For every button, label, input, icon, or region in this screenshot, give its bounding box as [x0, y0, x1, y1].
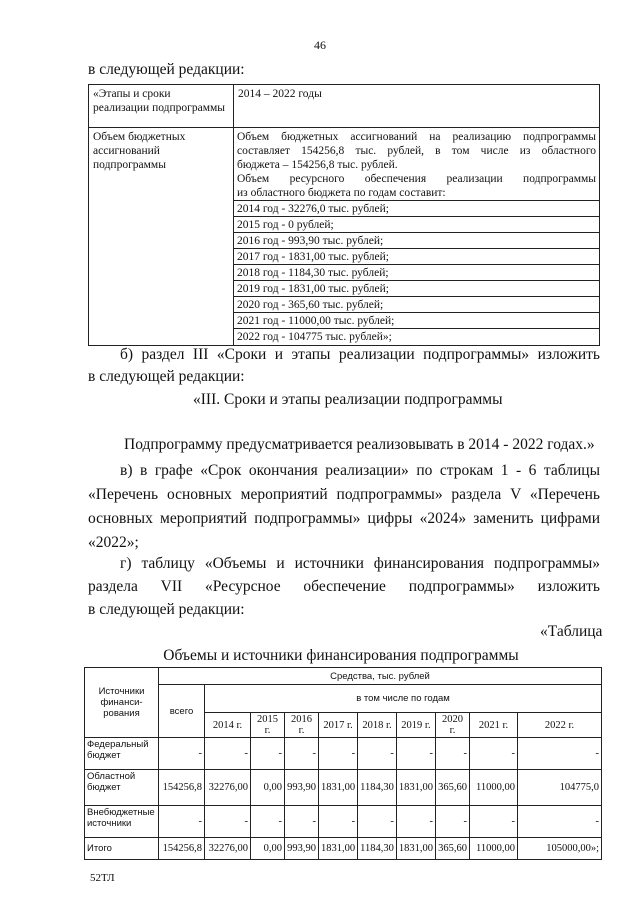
funding-label: Объем бюджетных ассигнований подпрограммы — [89, 128, 234, 346]
table-row — [85, 838, 602, 860]
funding-text-line: Объем бюджетных ассигнований на реализацию подпрограммы — [237, 131, 596, 143]
row-value: - — [518, 738, 602, 770]
table-row — [85, 770, 602, 806]
year-amount-line: 2015 год - 0 рублей; — [234, 216, 599, 232]
row-label: Областной бюджет — [85, 770, 159, 806]
row-value: 105000,00»; — [518, 838, 602, 860]
year-header: 2021 г. — [470, 713, 518, 738]
year-amount-line: 2022 год - 104775 тыс. рублей»; — [234, 328, 599, 344]
row-value: 365,60 — [436, 838, 470, 860]
row-value: 32276,00 — [205, 770, 251, 806]
row-label: Итого — [85, 838, 159, 860]
row-total: - — [159, 806, 205, 838]
stages-value: 2014 – 2022 годы — [234, 85, 600, 128]
header-total: всего — [159, 685, 205, 738]
year-amount-line: 2019 год - 1831,00 тыс. рублей; — [234, 280, 599, 296]
row-value: - — [285, 738, 319, 770]
row-value: - — [470, 738, 518, 770]
year-amount-line: 2020 год - 365,60 тыс. рублей; — [234, 296, 599, 312]
passport-table — [88, 84, 600, 346]
row-value: 365,60 — [436, 770, 470, 806]
row-value: 1831,00 — [319, 770, 358, 806]
resource-text-line: из областного бюджета по годам составит: — [237, 187, 446, 199]
row-value: 993,90 — [285, 770, 319, 806]
para-b-line1: б) раздел III «Сроки и этапы реализации подпрограммы» изложить — [120, 346, 600, 363]
row-value: 0,00 — [251, 838, 285, 860]
funding-text-line: бюджета – 154256,8 тыс. рублей. — [237, 159, 398, 171]
row-value: 1831,00 — [396, 770, 435, 806]
row-total: 154256,8 — [159, 770, 205, 806]
row-value: - — [319, 738, 358, 770]
row-total: 154256,8 — [159, 838, 205, 860]
row-value: - — [396, 806, 435, 838]
year-header: 2017 г. — [319, 713, 358, 738]
table-label: «Таблица — [540, 623, 603, 640]
row-value: - — [396, 738, 435, 770]
row-value: 993,90 — [285, 838, 319, 860]
section-body: Подпрограмму предусматривается реализовывать в 2014 - 2022 годах.» — [124, 436, 595, 453]
header-including: в том числе по годам — [205, 685, 602, 713]
row-value: - — [436, 806, 470, 838]
table-title: Объемы и источники финансирования подпрограммы — [163, 647, 519, 664]
row-value: - — [205, 806, 251, 838]
row-value: - — [319, 806, 358, 838]
year-amount-line: 2017 год - 1831,00 тыс. рублей; — [234, 248, 599, 264]
funding-lines — [237, 130, 596, 344]
para-b-line2: в следующей редакции: — [88, 368, 245, 385]
row-value: 1184,30 — [358, 770, 397, 806]
year-header: 2016 г. — [285, 713, 319, 738]
para-g-line2: раздела VII «Ресурсное обеспечение подпрограммы» изложить — [88, 578, 600, 595]
stages-label: «Этапы и сроки реализации подпрограммы — [89, 85, 234, 128]
table-row — [85, 806, 602, 838]
year-header: 2019 г. — [396, 713, 435, 738]
section-title: «III. Сроки и этапы реализации подпрограммы — [193, 391, 503, 408]
row-value: - — [470, 806, 518, 838]
row-value: - — [358, 738, 397, 770]
row-value: 104775,0 — [518, 770, 602, 806]
row-value: 1184,30 — [358, 838, 397, 860]
row-value: - — [436, 738, 470, 770]
para-g-line3: в следующей редакции: — [88, 601, 245, 618]
row-label: Федеральный бюджет — [85, 738, 159, 770]
year-header: 2022 г. — [518, 713, 602, 738]
year-header: 2014 г. — [205, 713, 251, 738]
row-value: 0,00 — [251, 770, 285, 806]
funding-value — [234, 128, 600, 346]
row-value: 11000,00 — [470, 838, 518, 860]
row-value: 1831,00 — [396, 838, 435, 860]
year-header: 2020 г. — [436, 713, 470, 738]
page-number: 46 — [314, 38, 326, 52]
year-amount-line: 2014 год - 32276,0 тыс. рублей; — [234, 200, 599, 216]
funding-table — [84, 667, 602, 860]
year-header: 2015 г. — [251, 713, 285, 738]
row-total: - — [159, 738, 205, 770]
header-source: Источники финанси-рования — [85, 668, 159, 738]
footer-code: 52ТЛ — [90, 872, 115, 884]
header-funds: Средства, тыс. рублей — [159, 668, 602, 685]
para-v-line2: «Перечень основных мероприятий подпрограммы» раздела V «Перечень — [88, 486, 600, 503]
para-g-line1: г) таблицу «Объемы и источники финансирования подпрограммы» — [120, 555, 600, 572]
row-value: 32276,00 — [205, 838, 251, 860]
para-v-line1: в) в графе «Срок окончания реализации» по строкам 1 - 6 таблицы — [120, 462, 600, 479]
funding-text-line: составляет 154256,8 тыс. рублей, в том числе из областного — [237, 145, 596, 157]
passport-row-funding — [89, 128, 600, 346]
row-value: - — [205, 738, 251, 770]
intro-line: в следующей редакции: — [88, 61, 245, 78]
row-value: - — [518, 806, 602, 838]
row-value: 1831,00 — [319, 838, 358, 860]
year-amount-line: 2018 год - 1184,30 тыс. рублей; — [234, 264, 599, 280]
row-value: - — [251, 738, 285, 770]
year-header: 2018 г. — [358, 713, 397, 738]
row-label: Внебюджетные источники — [85, 806, 159, 838]
year-amount-line: 2016 год - 993,90 тыс. рублей; — [234, 232, 599, 248]
funding-body — [85, 738, 602, 860]
row-value: - — [251, 806, 285, 838]
row-value: - — [358, 806, 397, 838]
passport-row-stages — [89, 85, 600, 128]
table-row — [85, 738, 602, 770]
para-v-line3: основных мероприятий подпрограммы» цифры «2024» заменить цифрами — [88, 510, 600, 527]
row-value: 11000,00 — [470, 770, 518, 806]
row-value: - — [285, 806, 319, 838]
resource-text-line: Объем ресурсного обеспечения реализации подпрограммы — [237, 173, 596, 185]
year-amount-line: 2021 год - 11000,00 тыс. рублей; — [234, 312, 599, 328]
para-v-line4: «2022»; — [88, 534, 139, 551]
